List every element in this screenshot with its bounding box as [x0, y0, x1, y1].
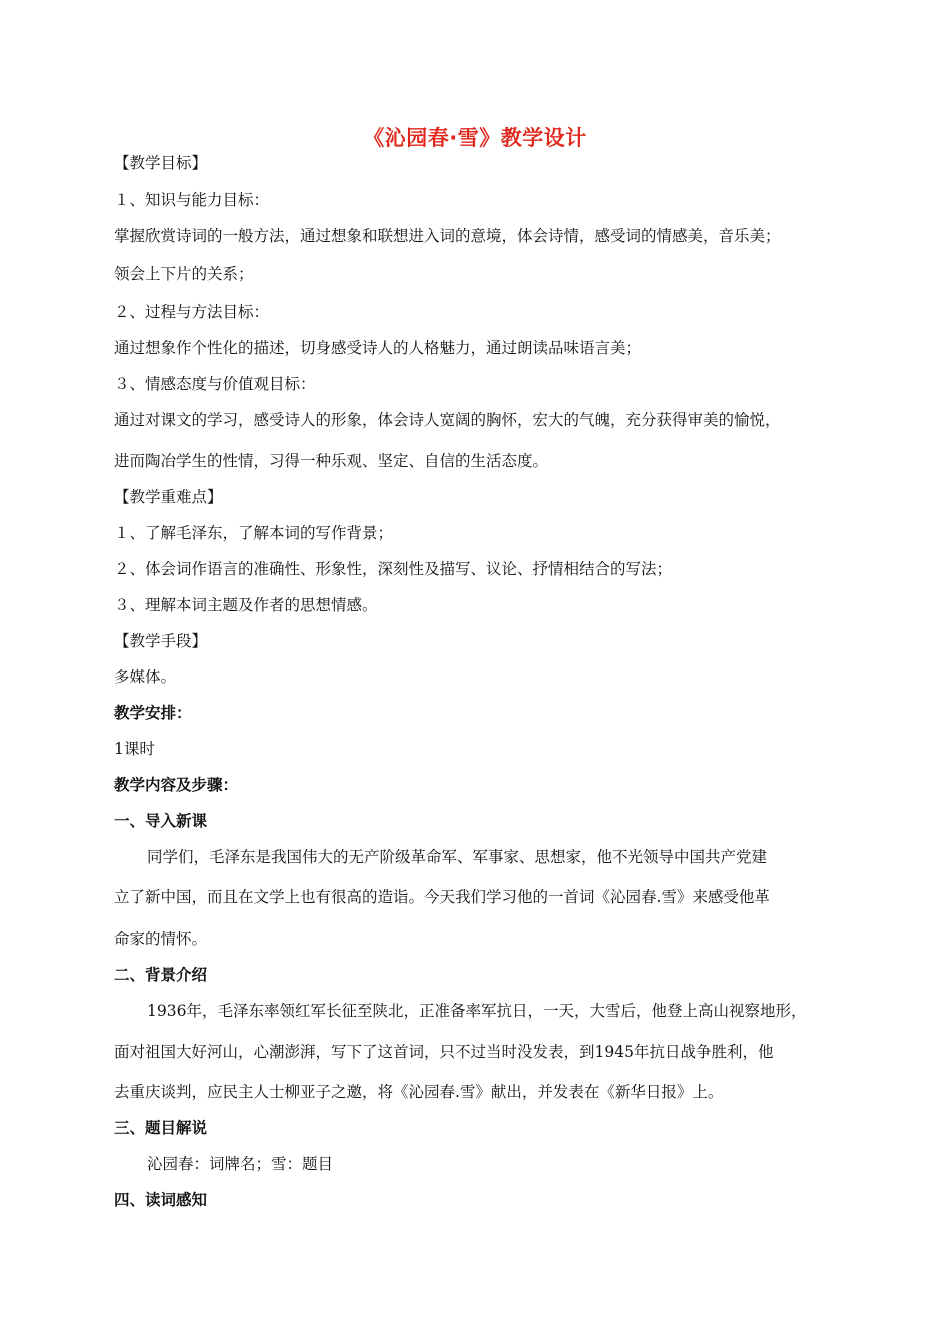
- heading-section-1: 一、导入新课: [114, 812, 208, 830]
- text-line: 进而陶冶学生的性情，习得一种乐观、坚定、自信的生活态度。: [114, 452, 549, 470]
- text-line: １、知识与能力目标：: [114, 191, 270, 209]
- heading-teaching-means: 【教学手段】: [114, 632, 208, 650]
- text-line: 通过对课文的学习，感受诗人的形象，体会诗人宽阔的胸怀，宏大的气魄，充分获得审美的愉悦，: [114, 411, 781, 429]
- text-line: 命家的情怀。: [114, 930, 208, 948]
- heading-section-2: 二、背景介绍: [114, 966, 208, 984]
- text-line: 去重庆谈判，应民主人士柳亚子之邀，将《沁园春.雪》献出，并发表在《新华日报》上。: [114, 1083, 724, 1101]
- text-line: 同学们，毛泽东是我国伟大的无产阶级革命军、军事家、思想家，他不光领导中国共产党建: [147, 848, 768, 866]
- text-line: １、了解毛泽东，了解本词的写作背景；: [114, 524, 394, 542]
- document-title: 《沁园春·雪》教学设计: [363, 126, 587, 150]
- text-line: 沁园春：词牌名；雪：题目: [147, 1155, 334, 1173]
- heading-content-steps: 教学内容及步骤：: [114, 776, 239, 794]
- text-line: 立了新中国，而且在文学上也有很高的造诣。今天我们学习他的一首词《沁园春.雪》来感受他革: [114, 888, 770, 906]
- text-line: 领会上下片的关系；: [114, 265, 254, 283]
- text-line: 1936年，毛泽东率领红军长征至陕北，正准备率军抗日，一天，大雪后，他登上高山视察地形，: [147, 1002, 807, 1020]
- text-line: ３、情感态度与价值观目标：: [114, 375, 316, 393]
- text-line: 1课时: [114, 740, 155, 758]
- text-line: ２、过程与方法目标：: [114, 303, 270, 321]
- text-line: ２、体会词作语言的准确性、形象性，深刻性及描写、议论、抒情相结合的写法；: [114, 560, 673, 578]
- text-line: 多媒体。: [114, 668, 177, 686]
- text-line: ３、理解本词主题及作者的思想情感。: [114, 596, 378, 614]
- heading-teaching-goals: 【教学目标】: [114, 154, 208, 172]
- heading-key-points: 【教学重难点】: [114, 488, 223, 506]
- heading-schedule: 教学安排：: [114, 704, 192, 722]
- heading-section-4: 四、读词感知: [114, 1191, 208, 1209]
- text-line: 掌握欣赏诗词的一般方法，通过想象和联想进入词的意境，体会诗情，感受词的情感美，音乐美；: [114, 227, 781, 245]
- heading-section-3: 三、题目解说: [114, 1119, 208, 1137]
- text-line: 面对祖国大好河山，心潮澎湃，写下了这首词，只不过当时没发表，到1945年抗日战争胜利，他: [114, 1043, 774, 1061]
- text-line: 通过想象作个性化的描述，切身感受诗人的人格魅力，通过朗读品味语言美；: [114, 339, 642, 357]
